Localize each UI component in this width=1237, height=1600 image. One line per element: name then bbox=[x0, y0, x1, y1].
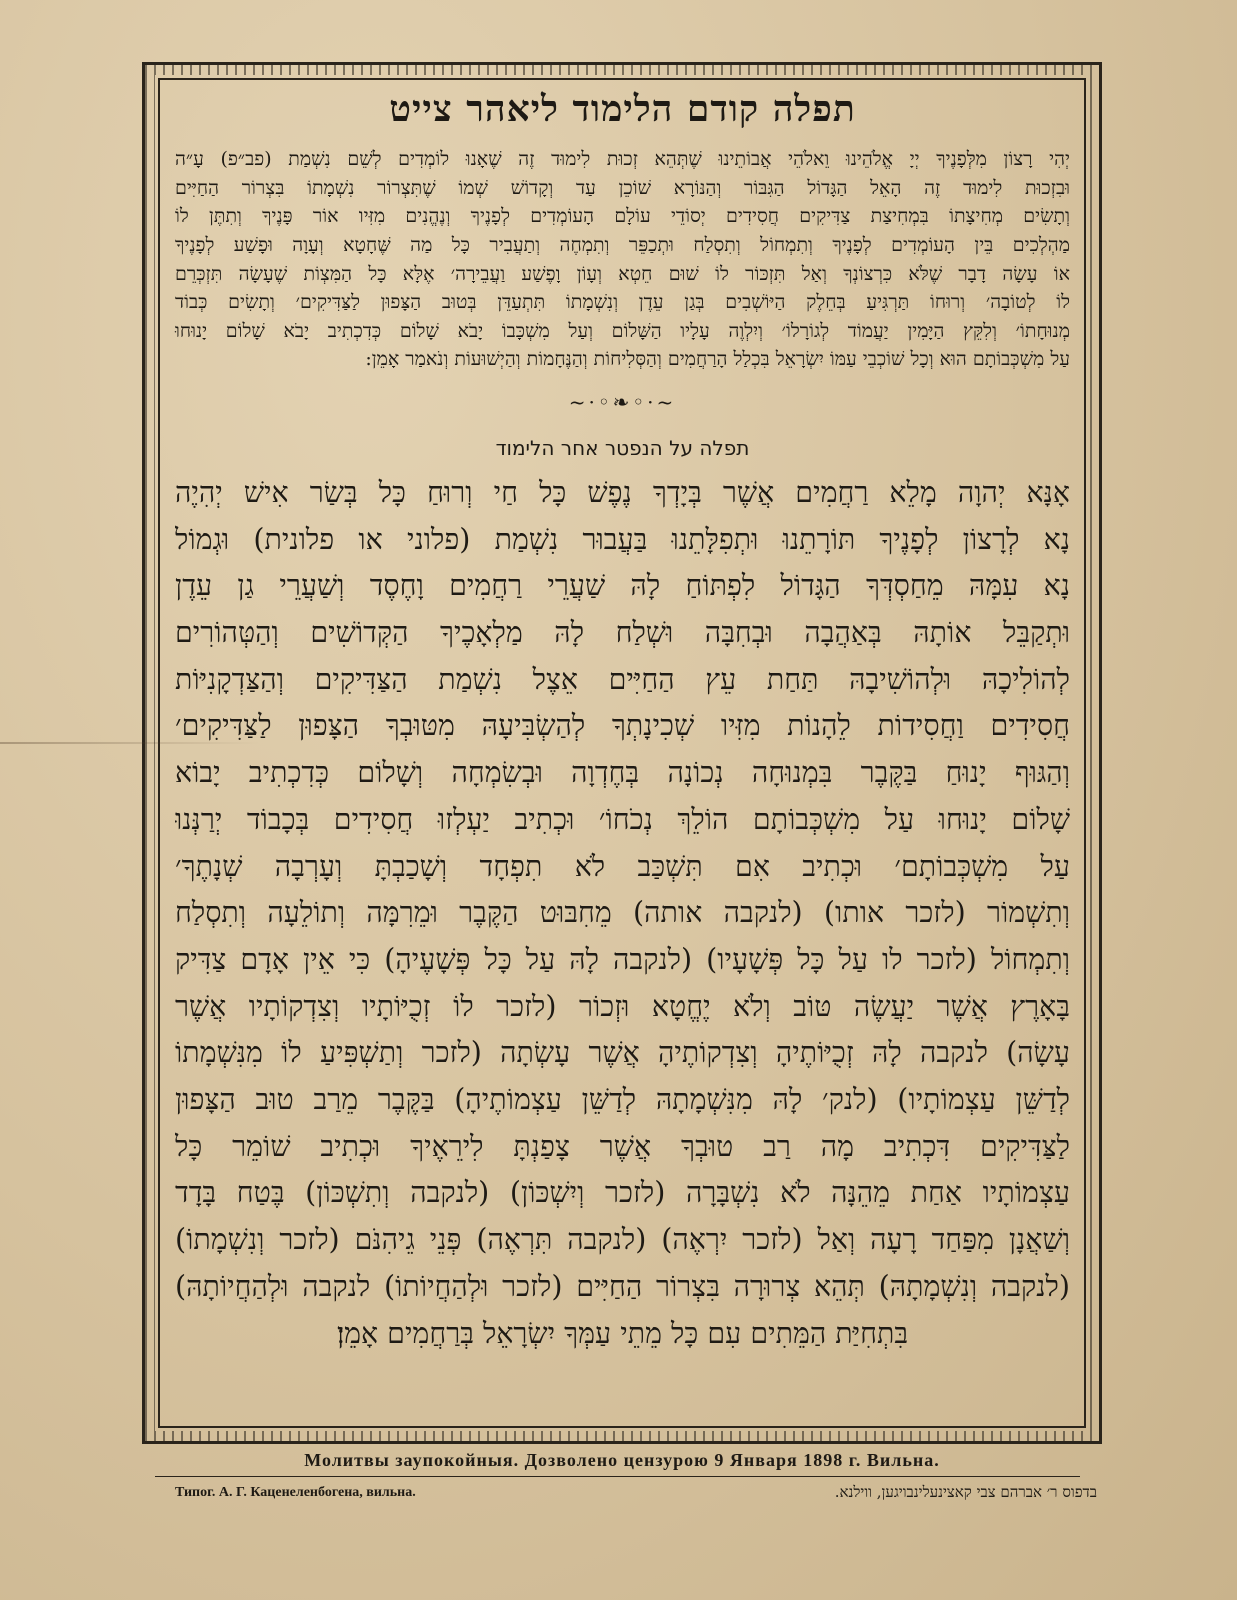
intro-line: יְהִי רָצוֹן מִלְּפָנֶיךָ יְיָ אֱלֹהֵינוּ וֵאלֹהֵי אֲבוֹתֵינוּ שֶׁתְּהֵא זְכוּת לִימוּד זֶה שֶׁאָנוּ לוֹמְדִים לְשֵׁם נִשְׁמַת (פב״פ) עָ״ה bbox=[175, 148, 1070, 171]
page-title: תפלה קודם הלימוד ליאהר צייט bbox=[389, 88, 856, 130]
censorship-notice: Молитвы заупокойныя. Дозволено цензурою 9 Января 1898 г. Вильна. bbox=[304, 1450, 940, 1470]
footer-divider bbox=[155, 1476, 1080, 1477]
prayer-line: עָשָׂה) לנקבה לָהּ זְכֻיּוֹתֶיהָ וְצִדְקוֹתֶיהָ אֲשֶׁר עָשְׂתָה (לזכר וְתַשְׁפִּיעַ לוֹ מִנִּשְׁמָתוֹ bbox=[175, 1036, 1070, 1070]
prayer-line: אָנָּא יְהוָה מָלֵא רַחֲמִים אֲשֶׁר בְּיָדְךָ נֶפֶשׁ כָּל חַי וְרוּחַ כָּל בְּשַׂר אִישׁ יְהִיֶה bbox=[175, 475, 1070, 509]
prayer-line: עַצְמוֹתָיו אַחַת מֵהֵנָּה לֹא נִשְׁבָּרָה (לזכר וְיִשְׁכּוֹן) (לנקבה וְתִשְׁכּוֹן) בֶּטַח בָּדָד bbox=[175, 1176, 1070, 1210]
intro-line: וְתָשִׂים מְחִיצָתוֹ בִּמְחִיצַת צַדִּיקִים חֲסִידִים יְסוֹדֵי עוֹלָם הָעוֹמְדִים לְפָנֶיךָ וְנֶהֱנִים מִזִּיו אוֹר פָּנֶיךָ וְתִתֶּן לוֹ bbox=[175, 205, 1070, 228]
intro-line: אוֹ עָשָׂה דָבָר שֶׁלֹּא כִּרְצוֹנְךָ וְאַל תִּזְכּוֹר לוֹ שׁוּם חֵטְא וְעָוֹן וָפֶשַׁע וַעֲבֵירָה׳ אֶלָּא כָּל הַמִּצְוֹת שֶׁעָשָׂה תִּזְכְּרֵם bbox=[175, 262, 1070, 285]
intro-line: לוֹ לְטוֹבָה׳ וְרוּחוֹ תַּרְגִּיעַ בְּחֵלֶק הַיּוֹשְׁבִים בְּגַן עֵדֶן וְנִשְׁמָתוֹ תִּתְעַדֵּן בְּטוּב הַצָּפוּן לַצַּדִּיקִים׳ וְתָשִׂים כְּבוֹד bbox=[175, 291, 1070, 314]
printer-imprint-hebrew: בדפוס ר׳ אברהם צבי קאצינעלינבויגען, ווילנא. bbox=[834, 1483, 1097, 1501]
prayer-line: וְהַגּוּף יָנוּחַ בַּקֶּבֶר בִּמְנוּחָה נְכוֹנָה בְּחֶדְוָה וּבְשִׂמְחָה וְשָׁלוֹם כְּדִכְתִיב יָבוֹא bbox=[175, 756, 1070, 790]
intro-line: מַהְלְכִים בֵּין הָעוֹמְדִים לְפָנֶיךָ וְתִמְחוֹל וְתִסְלַח וּתְכַפֵּר וְתִמְחֶה וְתַעֲבִיר כָּל מַה שֶּׁחָטָא וְעָוָה וּפָשַׁע לְפָנֶיךָ bbox=[175, 233, 1070, 256]
prayer-sheet bbox=[175, 88, 1070, 1357]
prayer-line: נָא עִמָּהּ מֵחַסְדְּךָ הַגָּדוֹל לִפְתּוֹחַ לָהּ שַׁעֲרֵי רַחֲמִים וָחֶסֶד וְשַׁעֲרֵי גַן עֵדֶן bbox=[175, 569, 1070, 603]
printer-imprint-russian: Типог. А. Г. Каценеленбогена, вильна. bbox=[175, 1485, 416, 1500]
prayer-line: לְדַשֵּׁן עַצְמוֹתָיו) (לנק׳ לָהּ מִנִּשְׁמָתָהּ לְדַשֵּׁן עַצְמוֹתֶיהָ) בַּקֶּבֶר מֵרַב טוּב הַצָּפוּן bbox=[175, 1083, 1070, 1117]
prayer-line: נָא לְרָצוֹן לְפָנֶיךָ תּוֹרָתֵנוּ וּתְפִלָּתֵנוּ בַּעֲבוּר נִשְׁמַת (פלוני או פלונית) וּגְמוֹל bbox=[175, 522, 1070, 556]
prayer-line: שָׁלוֹם יָנוּחוּ עַל מִשְׁכְּבוֹתָם הוֹלֵךְ נְכֹחוֹ׳ וּכְתִיב יַעְלְזוּ חֲסִידִים בְּכָבוֹד יְרַנְּנוּ bbox=[175, 802, 1070, 836]
prayer-line: עַל מִשְׁכְּבוֹתָם׳ וּכְתִיב אִם תִּשְׁכַּב לֹא תִפְחָד וְשָׁכַבְתָּ וְעָרְבָה שְׁנָתֶךָ׳ bbox=[175, 849, 1070, 883]
intro-line: מְנוּחָתוֹ׳ וְלִקֵּץ הַיָּמִין יַעֲמוֹד לְגוֹרָלוֹ׳ וְיִלְוֶה עָלָיו הַשָּׁלוֹם וְעַל מִשְׁכָּבוֹ יָבֹא שָׁלוֹם כְּדִכְתִיב יָבֹא שָׁלוֹם יָנוּחוּ bbox=[175, 319, 1070, 342]
prayer-line: בָּאָרֶץ אֲשֶׁר יַעֲשֶׂה טּוֹב וְלֹא יֶחֱטָא וּזְכוֹר (לזכר לוֹ זְכֻיּוֹתָיו וְצִדְקוֹתָיו אֲשֶׁר bbox=[175, 989, 1070, 1023]
section-subtitle: תפלה על הנפטר אחר הלימוד bbox=[495, 435, 750, 460]
prayer-line: וּתְקַבֵּל אוֹתָהּ בְּאַהֲבָה וּבְחִבָּה וּשְׁלַח לָהּ מַלְאָכֶיךָ הַקְּדוֹשִׁים וְהַטְּהוֹרִים bbox=[175, 616, 1070, 650]
prayer-line-final: בִּתְחִיַּת הַמֵּתִים עִם כָּל מֵתֵי עַמְּךָ יִשְׂרָאֵל בְּרַחֲמִים אָמֵן׃ bbox=[336, 1316, 909, 1350]
prayer-line: חֲסִידִים וַחֲסִידוֹת לֵהָנוֹת מִזִּיו שְׁכִינָתְךָ לְהַשְׂבִּיעָהּ מִטּוּבְךָ הַצָּפוּן לַצַּדִּיקִים׳ bbox=[175, 709, 1070, 743]
prayer-line: לְהוֹלִיכָהּ וּלְהוֹשִׁיבָהּ תַּחַת עֵץ הַחַיִּים אֵצֶל נִשְׁמַת הַצַּדִּיקִים וְהַצַּדְקָנִיּוֹת bbox=[175, 662, 1070, 696]
prayer-line: (לנקבה וְנִשְׁמָתָהּ) תְּהֵא צְרוּרָה בִּצְרוֹר הַחַיִּים (לזכר וּלְהַחֲיוֹתוֹ) לנקבה וּלְהַחֲיוֹתָהּ) bbox=[175, 1269, 1070, 1303]
prayer-line: וְתִשְׁמוֹר (לזכר אותו) (לנקבה אותה) מֵחִבּוּט הַקֶּבֶר וּמֵרִמָּה וְתוֹלֵעָה וְתִסְלַח bbox=[175, 896, 1070, 930]
intro-prayer bbox=[175, 145, 1070, 374]
prayer-line: לַצַּדִּיקִים דִּכְתִיב מָה רַב טוּבְךָ אֲשֶׁר צָפַנְתָּ לִירֵאֶיךָ וּכְתִיב שׁוֹמֵר כָּל bbox=[175, 1129, 1070, 1163]
prayer-line: וְתִמְחוֹל (לזכר לו עַל כָּל פְּשָׁעָיו) (לנקבה לָהּ עַל כָּל פְּשָׁעֶיהָ) כִּי אֵין אָדָם צַדִּיק bbox=[175, 942, 1070, 976]
intro-line: עַל מִשְׁכְּבוֹתָם הוּא וְכָל שׁוֹכְבֵי עַמּוֹ יִשְׂרָאֵל בִּכְלַל הָרַחֲמִים וְהַסְּלִיחוֹת וְהַנֶּחָמוֹת וְהַיְשׁוּעוֹת וְנֹאמַר אָמֵן: bbox=[365, 348, 1070, 371]
intro-line: וּבִזְכוּת לִימוּד זֶה הָאֵל הַגָּדוֹל הַגִּבּוֹר וְהַנּוֹרָא שׁוֹכֵן עַד וְקָדוֹשׁ שְׁמוֹ שֶׁתִּצְרוֹר נִשְׁמָתוֹ בִּצְרוֹר הַחַיִּים bbox=[175, 176, 1070, 199]
main-prayer bbox=[175, 470, 1070, 1357]
ornament-divider: ~·◦❧◦·~ bbox=[568, 389, 677, 414]
prayer-line: וְשַׁאֲנָן מִפַּחַד רָעָה וְאַל (לזכר יִרְאֶה) (לנקבה תִּרְאֶה) פְּנֵי גֵיהִנֹּם (לזכר וְנִשְׁמָתוֹ) bbox=[175, 1223, 1070, 1257]
